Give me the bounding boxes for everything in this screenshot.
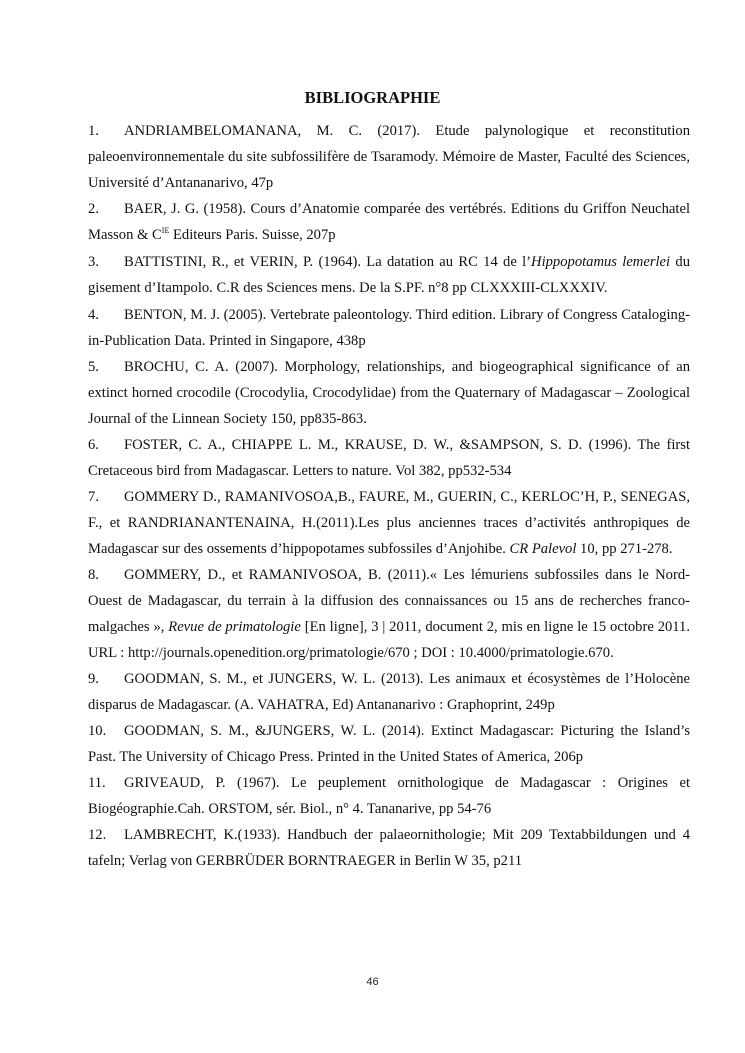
entry-text: du gisement d’Itampolo. C.R des Sciences mens. De la S.PF. n°8 pp CLXXXIII-CLXXXIV.	[88, 254, 690, 296]
bibliography-list	[88, 118, 690, 874]
entry-number: 9.	[88, 671, 99, 687]
entry-text: BATTISTINI, R., et VERIN, P. (1964). La datation au RC 14 de l’	[124, 254, 532, 270]
entry-text: ANDRIAMBELOMANANA, M. C. (2017). Etude palynologique et reconstitution paleoenvironnementale du site subfossilifère de Tsaramody. Mémoire de Master, Faculté des Sciences, Université d’Antananarivo, 47p	[88, 123, 690, 191]
entry-text: FOSTER, C. A., CHIAPPE L. M., KRAUSE, D. W., &SAMPSON, S. D. (1996). The first Cretaceous bird from Madagascar. Letters to nature. Vol 382, pp532-534	[88, 437, 690, 479]
bibliography-entry	[88, 770, 690, 822]
entry-text: BENTON, M. J. (2005). Vertebrate paleontology. Third edition. Library of Congress Cataloging-in-Publication Data. Printed in Singapore, 438p	[88, 307, 690, 349]
bibliography-entry	[88, 249, 690, 301]
bibliography-entry	[88, 484, 690, 562]
bibliography-entry	[88, 822, 690, 874]
entry-number: 11.	[88, 775, 106, 791]
bibliography-entry	[88, 666, 690, 718]
entry-text: GOMMERY D., RAMANIVOSOA,B., FAURE, M., GUERIN, C., KERLOC’H, P., SENEGAS, F., et RANDRIANANTENAINA, H.(2011).Les plus anciennes traces d’activités anthropiques de Madagascar sur des ossements d’hippopotames subfossiles d’Anjohibe.	[88, 489, 690, 557]
entry-number: 10.	[88, 723, 107, 739]
entry-number: 5.	[88, 359, 99, 375]
entry-text: BAER, J. G. (1958). Cours d’Anatomie comparée des vertébrés. Editions du Griffon Neuchatel Masson & C	[88, 201, 690, 243]
entry-number: 3.	[88, 254, 99, 270]
entry-number: 2.	[88, 201, 99, 217]
entry-text: GRIVEAUD, P. (1967). Le peuplement ornithologique de Madagascar : Origines et Biogéographie.Cah. ORSTOM, sér. Biol., n° 4. Tananarive, pp 54-76	[88, 775, 690, 817]
entry-number: 6.	[88, 437, 99, 453]
entry-text: GOODMAN, S. M., &JUNGERS, W. L. (2014). Extinct Madagascar: Picturing the Island’s Past. The University of Chicago Press. Printed in the United States of America, 206p	[88, 723, 690, 765]
entry-number: 1.	[88, 123, 99, 139]
entry-number: 12.	[88, 827, 107, 843]
entry-text: LAMBRECHT, K.(1933). Handbuch der palaeornithologie; Mit 209 Textabbildungen und 4 tafeln; Verlag von GERBRÜDER BORNTRAEGER in Berlin W 35, p211	[88, 827, 690, 869]
page-title: BIBLIOGRAPHIE	[304, 88, 441, 107]
entry-text: 10, pp 271-278.	[576, 541, 673, 557]
bibliography-entry	[88, 118, 690, 196]
entry-italic-text: CR Palevol	[509, 541, 577, 557]
entry-number: 4.	[88, 307, 99, 323]
bibliography-entry	[88, 196, 690, 248]
entry-italic-text: Revue de primatologie	[168, 619, 301, 635]
entry-italic-text: Hippopotamus lemerlei	[531, 254, 671, 270]
entry-number: 8.	[88, 567, 99, 583]
entry-text: GOODMAN, S. M., et JUNGERS, W. L. (2013). Les animaux et écosystèmes de l’Holocène disparus de Madagascar. (A. VAHATRA, Ed) Antananarivo : Graphoprint, 249p	[88, 671, 690, 713]
bibliography-entry	[88, 432, 690, 484]
entry-text: GOMMERY, D., et RAMANIVOSOA, B. (2011).« Les lémuriens subfossiles dans le Nord-Ouest de Madagascar, du terrain à la diffusion des connaissances ou 15 ans de recherches franco-malgaches »,	[88, 567, 690, 635]
entry-text: BROCHU, C. A. (2007). Morphology, relationships, and biogeographical significance of an extinct horned crocodile (Crocodylia, Crocodylidae) from the Quaternary of Madagascar – Zoological Journal of the Linnean Society 150, pp835-863.	[88, 359, 690, 427]
entry-text: [En ligne], 3 | 2011, document 2, mis en ligne le 15 octobre 2011. URL : http://journals.openedition.org/primatologie/670 ; DOI : 10.4000/primatologie.670.	[88, 619, 690, 661]
bibliography-entry	[88, 562, 690, 666]
page-number: 46	[366, 976, 379, 988]
bibliography-entry	[88, 718, 690, 770]
entry-superscript: IE	[161, 226, 170, 236]
entry-text: Editeurs Paris. Suisse, 207p	[169, 227, 336, 243]
bibliography-entry	[88, 354, 690, 432]
entry-number: 7.	[88, 489, 99, 505]
bibliography-entry	[88, 302, 690, 354]
